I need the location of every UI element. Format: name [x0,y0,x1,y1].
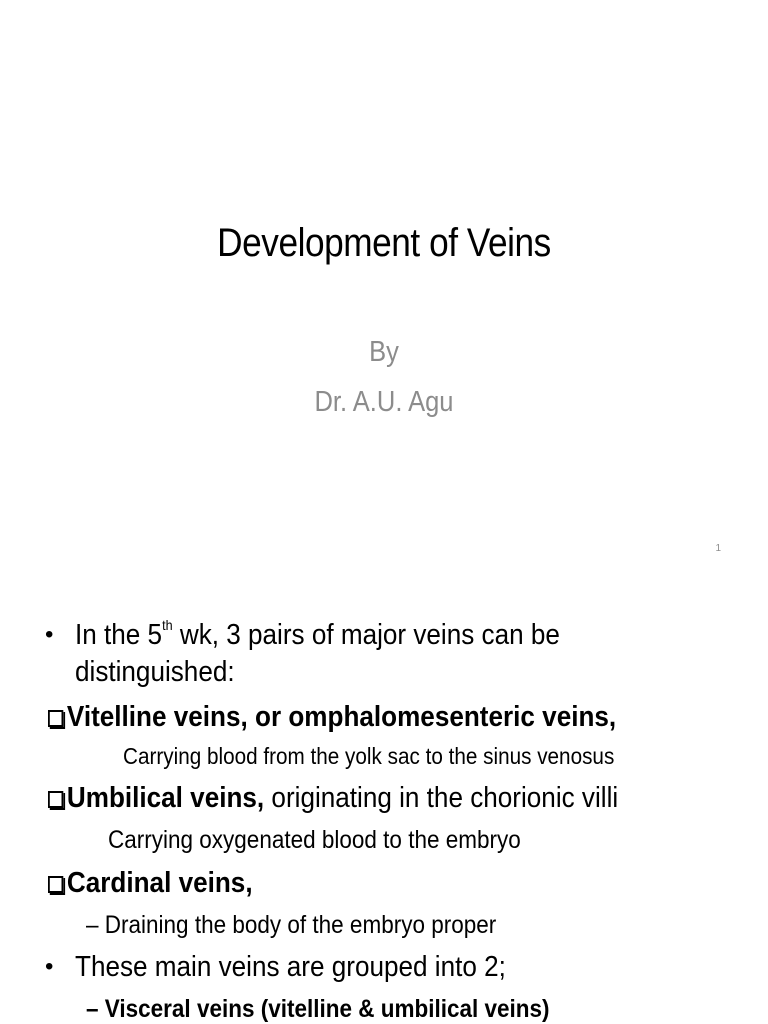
vein-item-umbilical [48,780,618,816]
slide-title: Development of Veins [217,221,551,265]
page-number: 1 [715,543,721,554]
checkbox-bullet-icon [48,791,63,808]
vein-name-umbilical: Umbilical veins, [66,782,265,814]
bullet-item-weeks [75,617,560,653]
vein-desc-cardinal-text: Draining the body of the embryo proper [104,911,497,939]
vein-item-vitelline [48,699,616,735]
sub-item-visceral [86,994,550,1024]
checkbox-bullet-icon [48,876,63,893]
bullet-item-groups: These main veins are grouped into 2; [75,951,506,983]
dash-bullet: – [86,911,99,939]
vein-name-cardinal: Cardinal veins, [66,867,253,899]
vein-item-cardinal [48,865,253,901]
superscript-th: th [162,617,173,634]
author-name: Dr. A.U. Agu [314,386,454,418]
dash-bullet: – [86,995,99,1023]
sub-item-visceral-text: Visceral veins (vitelline & umbilical veins) [104,995,550,1023]
vein-origin-umbilical: originating in the chorionic villi [264,782,619,814]
slide-2 [0,582,768,1024]
bullet-dot: • [45,953,54,980]
byline-label: By [369,336,399,368]
bullet-dot: • [45,621,54,648]
vein-desc-cardinal [86,910,496,940]
bullet-item-continuation: distinguished: [75,656,235,688]
checkbox-bullet-icon [48,710,63,727]
vein-name-vitelline: Vitelline veins, or omphalomesenteric veins, [66,701,617,733]
vein-desc-vitelline: Carrying blood from the yolk sac to the sinus venosus [123,743,615,769]
bullet-text-pre: In the 5 [75,619,163,651]
vein-desc-umbilical: Carrying oxygenated blood to the embryo [108,826,521,854]
bullet-text-post: wk, 3 pairs of major veins can be [172,619,560,651]
